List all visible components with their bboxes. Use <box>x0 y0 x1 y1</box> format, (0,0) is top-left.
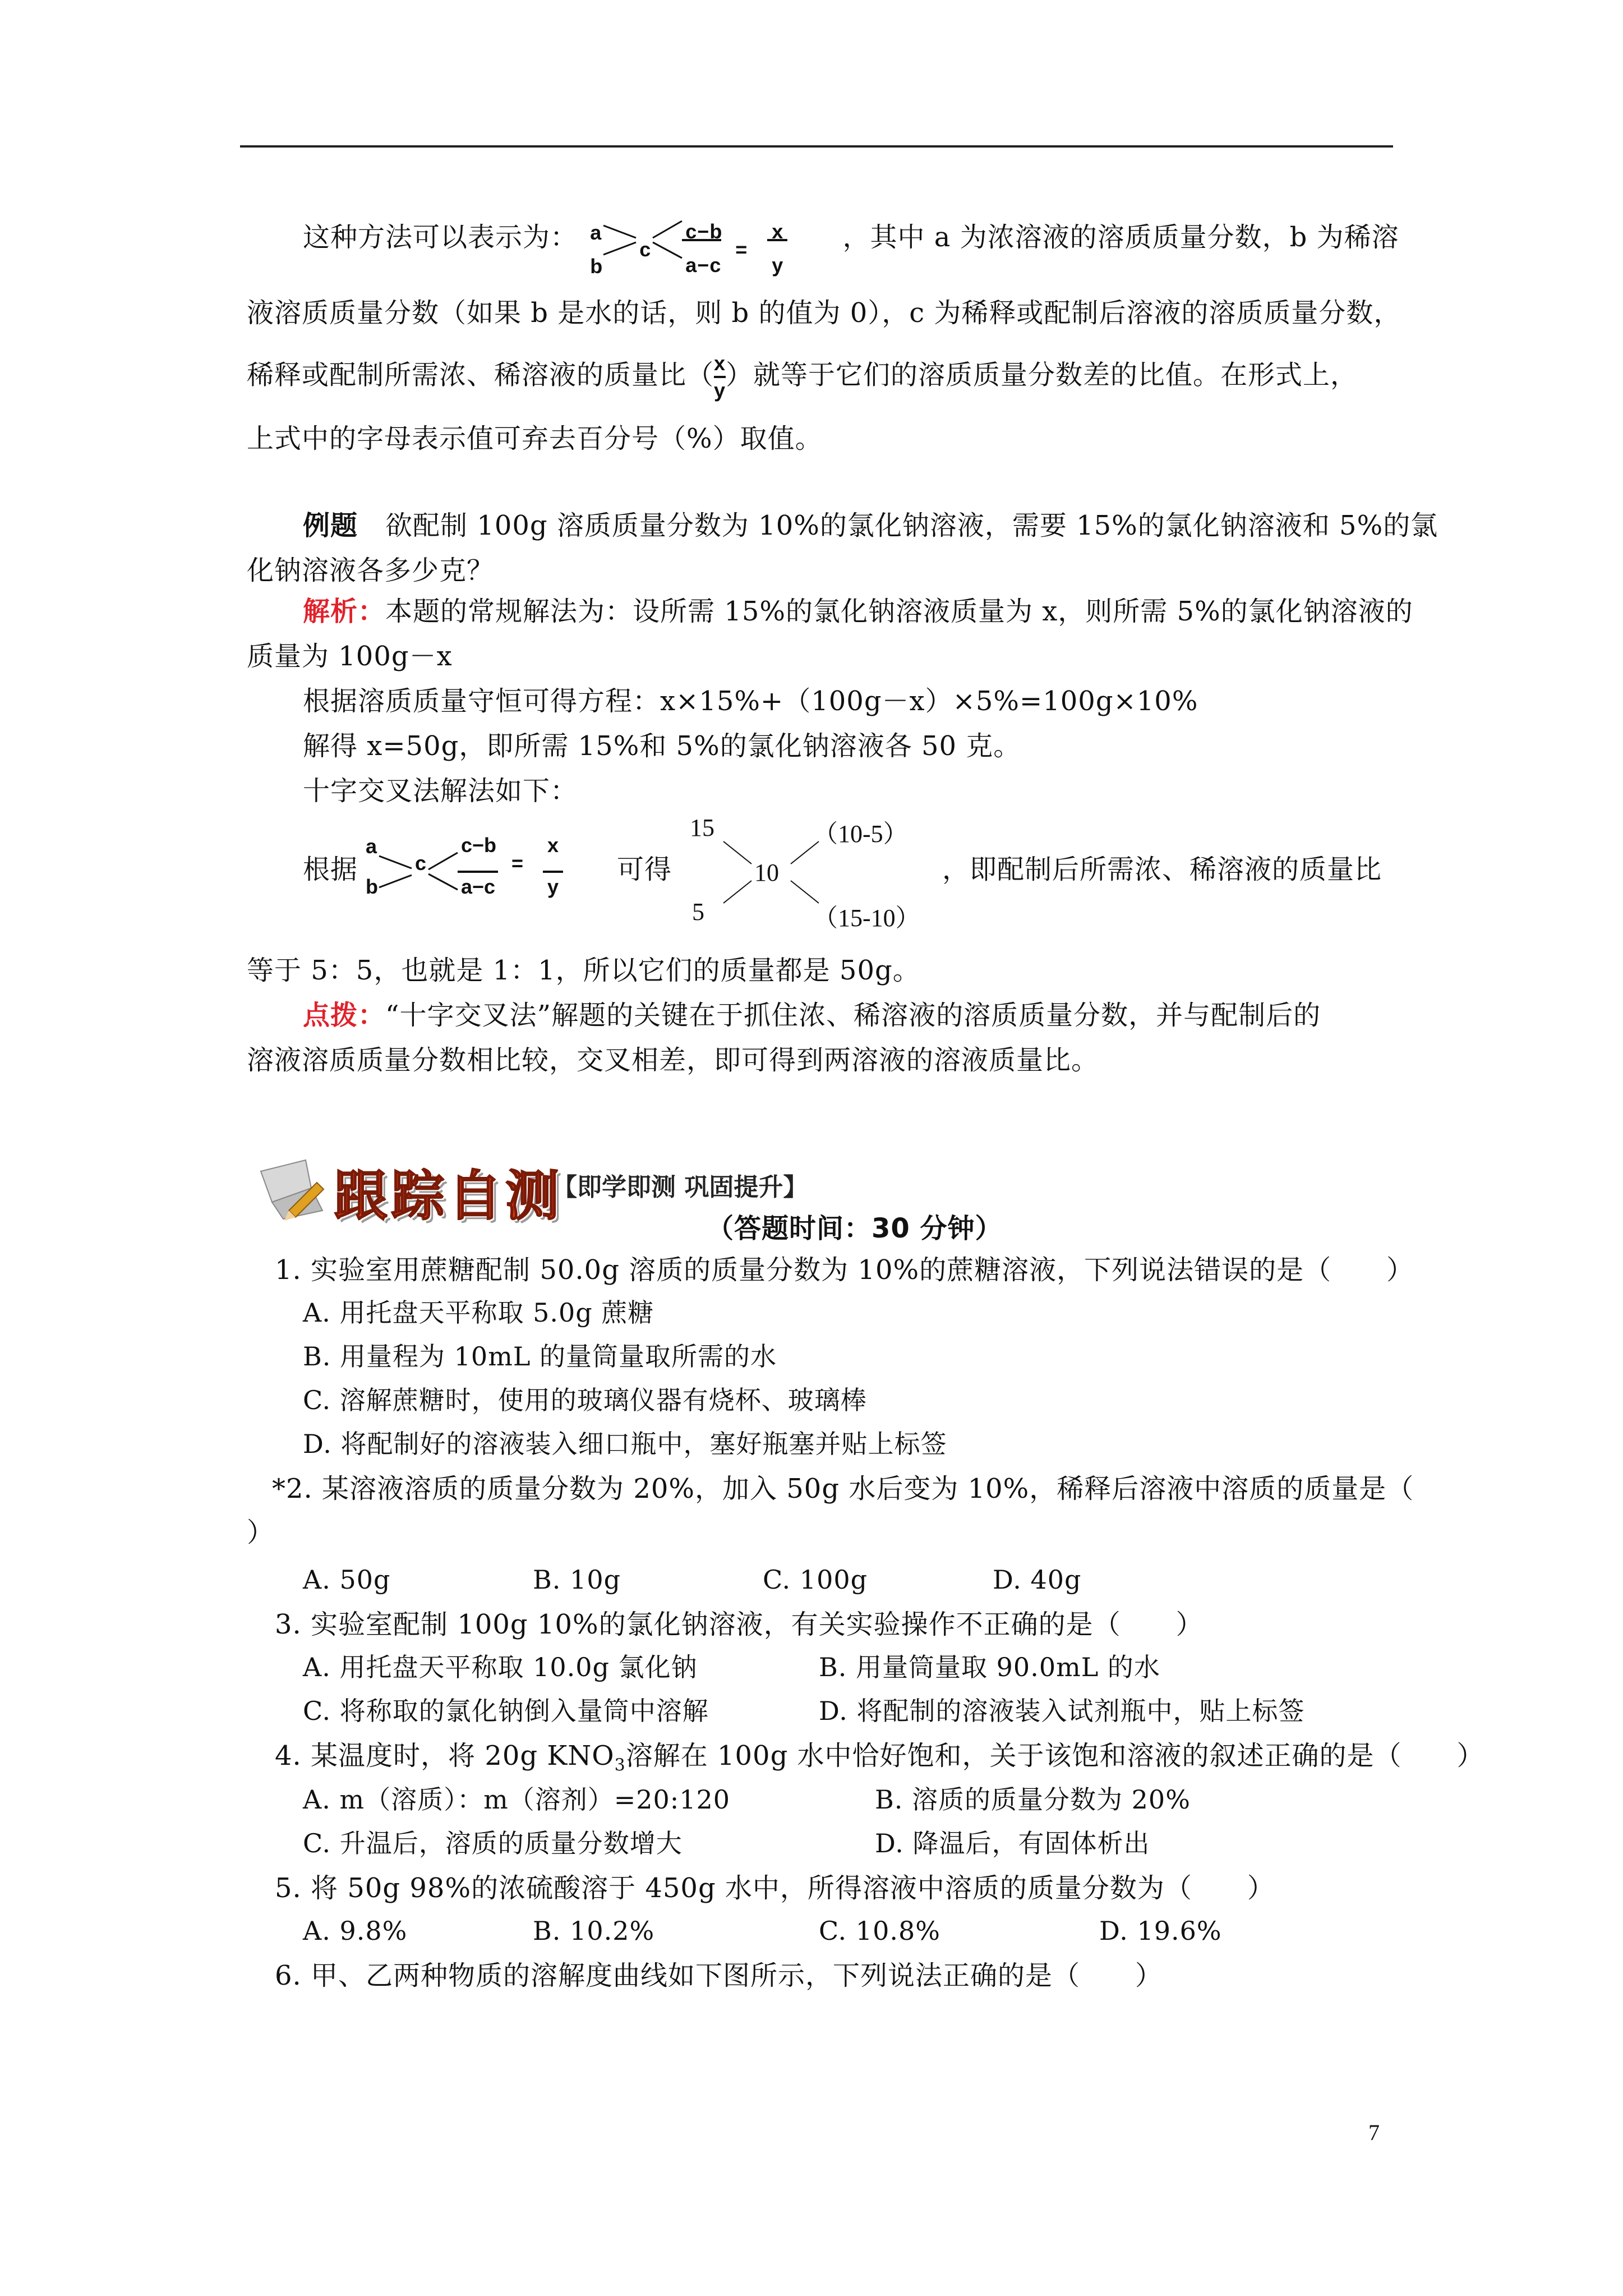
cross-10: 10 <box>754 859 779 886</box>
cross-5: 5 <box>692 898 704 926</box>
q1-option-a: A. 用托盘天平称取 5.0g 蔗糖 <box>303 1297 654 1328</box>
q5-option-a: A. 9.8% <box>303 1916 408 1946</box>
analysis-label: 解析： <box>303 596 386 627</box>
cross-formula-2 <box>365 831 611 910</box>
formula-x: x <box>772 219 784 243</box>
intro-line3 <box>247 352 1396 402</box>
intro-line3-pre: 稀释或配制所需浓、稀溶液的质量比（ <box>247 359 714 391</box>
q5-option-b: B. 10.2% <box>533 1916 655 1946</box>
example-line1 <box>303 503 1453 548</box>
equation-line: 根据溶质质量守恒可得方程：x×15%+（100g－x）×5%=100g×10% <box>303 685 1198 717</box>
intro-line1 <box>303 215 1453 278</box>
analysis-text1: 本题的常规解法为：设所需 15%的氯化钠溶液质量为 x，则所需 5%的氯化钠溶液的 <box>385 596 1413 627</box>
frac-y: y <box>714 379 726 402</box>
formula2-denominator: a−c <box>461 875 496 898</box>
formula-equals: = <box>735 237 748 261</box>
example-label: 例题 <box>303 510 358 541</box>
q4-stem-sub: 3 <box>614 1755 626 1775</box>
tip-label: 点拨： <box>303 1000 386 1031</box>
q2-stem-cont: ） <box>247 1517 275 1548</box>
banner-title: 跟踪自测 <box>334 1165 562 1227</box>
formula2-x: x <box>547 834 559 857</box>
formula2-equals: = <box>511 852 524 875</box>
tip-text1: “十字交叉法”解题的关键在于抓住浓、稀溶液的溶质质量分数，并与配制后的 <box>385 1000 1321 1031</box>
q1-stem: 1. 实验室用蔗糖配制 50.0g 溶质的质量分数为 10%的蔗糖溶液，下列说法错误的是（ ） <box>275 1254 1414 1286</box>
pencil-icon <box>255 1149 334 1222</box>
page-number: 7 <box>1368 2120 1380 2145</box>
cross-post: ，即配制后所需浓、稀溶液的质量比 <box>942 854 1382 885</box>
formula-y: y <box>772 253 784 277</box>
q2-option-b: B. 10g <box>533 1565 621 1595</box>
formula2-numerator: c−b <box>461 834 497 857</box>
cross-pre: 根据 <box>303 854 358 885</box>
q1-option-c: C. 溶解蔗糖时，使用的玻璃仪器有烧杯、玻璃棒 <box>303 1385 867 1415</box>
formula2-b: b <box>366 875 378 898</box>
result-line: 等于 5：5，也就是 1：1，所以它们的质量都是 50g。 <box>247 955 920 986</box>
intro-line3-post: ）就等于它们的溶质质量分数差的比值。在形式上， <box>726 359 1358 391</box>
tip-line2: 溶液溶质质量分数相比较，交叉相差，即可得到两溶液的溶液质量比。 <box>247 1045 1099 1076</box>
q4-option-b: B. 溶质的质量分数为 20% <box>875 1784 1191 1815</box>
q3-option-c: C. 将称取的氯化钠倒入量筒中溶解 <box>303 1696 709 1726</box>
q2-stem: *2. 某溶液溶质的质量分数为 20%，加入 50g 水后变为 10%，稀释后溶液中溶质的质量是（ <box>272 1473 1414 1504</box>
q5-option-d: D. 19.6% <box>1099 1916 1222 1946</box>
answer-time: （答题时间：30 分钟） <box>707 1213 1003 1244</box>
formula-b: b <box>590 254 603 278</box>
formula2-y: y <box>547 875 559 898</box>
intro-line1-pre: 这种方法可以表示为： <box>303 222 578 253</box>
q2-option-d: D. 40g <box>993 1565 1082 1595</box>
q3-option-b: B. 用量筒量取 90.0mL 的水 <box>819 1652 1160 1682</box>
analysis-line1 <box>303 589 1453 634</box>
intro-line1-post: ，其中 a 为浓溶液的溶质质量分数，b 为稀溶 <box>842 222 1399 253</box>
frac-x: x <box>714 352 726 375</box>
intro-line2: 液溶质质量分数（如果 b 是水的话，则 b 的值为 0），c 为稀释或配制后溶液的溶质质量分数， <box>247 297 1401 329</box>
header-rule <box>240 145 1393 148</box>
q4-option-a: A. m（溶质）：m（溶剂）=20:120 <box>303 1784 731 1815</box>
q4-option-d: D. 降温后，有固体析出 <box>875 1828 1150 1858</box>
cross-10-5: （10-5） <box>813 820 908 848</box>
cross-mid: 可得 <box>617 854 672 885</box>
cross-method-title: 十字交叉法解法如下： <box>303 775 578 807</box>
formula-denominator: a−c <box>685 253 722 277</box>
fraction-x-over-y <box>714 352 726 402</box>
q5-stem: 5. 将 50g 98%的浓硫酸溶于 450g 水中，所得溶液中溶质的质量分数为（ ） <box>275 1872 1275 1904</box>
example-text1: 欲配制 100g 溶质质量分数为 10%的氯化钠溶液，需要 15%的氯化钠溶液和 5%的氯 <box>385 510 1438 541</box>
q2-option-c: C. 100g <box>763 1565 868 1595</box>
q3-option-d: D. 将配制的溶液装入试剂瓶中，贴上标签 <box>819 1696 1305 1726</box>
q1-option-b: B. 用量程为 10mL 的量筒量取所需的水 <box>303 1341 777 1372</box>
formula2-a: a <box>366 835 377 858</box>
formula-numerator: c−b <box>685 219 723 243</box>
q4-option-c: C. 升温后，溶质的质量分数增大 <box>303 1828 683 1858</box>
q4-stem-pre: 4. 某温度时，将 20g KNO <box>275 1740 615 1772</box>
q4-stem-post: 溶解在 100g 水中恰好饱和，关于该饱和溶液的叙述正确的是（ ） <box>625 1740 1484 1772</box>
cross-15: 15 <box>690 814 714 841</box>
cross-formula-1 <box>587 217 833 278</box>
intro-line4: 上式中的字母表示值可弃去百分号（%）取值。 <box>247 423 823 454</box>
tip-line1 <box>303 993 1453 1038</box>
q2-option-a: A. 50g <box>303 1565 391 1595</box>
q3-stem: 3. 实验室配制 100g 10%的氯化钠溶液，有关实验操作不正确的是（ ） <box>275 1609 1204 1640</box>
banner-subtitle: 【即学即测 巩固提升】 <box>552 1173 808 1202</box>
q3-option-a: A. 用托盘天平称取 10.0g 氯化钠 <box>303 1652 698 1682</box>
section-banner <box>255 1149 569 1227</box>
q1-option-d: D. 将配制好的溶液装入细口瓶中，塞好瓶塞并贴上标签 <box>303 1429 947 1459</box>
analysis-line2: 质量为 100g－x <box>247 641 453 672</box>
q6-stem: 6. 甲、乙两种物质的溶解度曲线如下图所示，下列说法正确的是（ ） <box>275 1960 1163 1991</box>
numeric-cross-diagram <box>684 808 942 937</box>
example-line2: 化钠溶液各多少克？ <box>247 555 495 586</box>
formula2-c: c <box>415 852 427 875</box>
formula-c: c <box>639 237 652 261</box>
cross-15-10: （15-10） <box>813 904 920 932</box>
formula-a: a <box>590 220 602 244</box>
solve-line: 解得 x=50g，即所需 15%和 5%的氯化钠溶液各 50 克。 <box>303 730 1021 762</box>
q5-option-c: C. 10.8% <box>819 1916 940 1946</box>
